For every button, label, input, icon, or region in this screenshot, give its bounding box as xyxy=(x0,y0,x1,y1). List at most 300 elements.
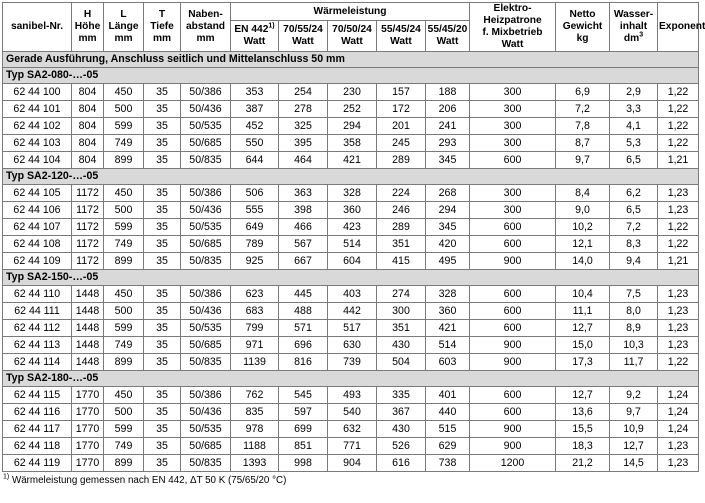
table-row xyxy=(3,438,699,455)
table-cell: 50/436 xyxy=(181,404,231,421)
table-cell: 62 44 116 xyxy=(3,404,72,421)
col-header-wasser: Wasser- inhalt $dm^3$ xyxy=(610,3,658,52)
table-cell: 289 xyxy=(377,219,426,236)
table-cell: 62 44 113 xyxy=(3,337,72,354)
table-cell: 616 xyxy=(377,455,426,472)
col-header-nabenabstand: Naben- abstand mm xyxy=(181,3,231,52)
table-cell: 10,9 xyxy=(610,421,658,438)
table-cell: 358 xyxy=(328,135,377,152)
table-cell: 804 xyxy=(72,118,104,135)
table-cell: 62 44 108 xyxy=(3,236,72,253)
table-row xyxy=(3,303,699,320)
table-cell: 345 xyxy=(426,152,470,169)
table-cell: 50/835 xyxy=(181,455,231,472)
table-cell: 835 xyxy=(231,404,279,421)
table-cell: 9,4 xyxy=(610,253,658,270)
table-cell: 1139 xyxy=(231,354,279,371)
table-cell: 9,2 xyxy=(610,387,658,404)
table-cell: 401 xyxy=(426,387,470,404)
table-cell: 1,24 xyxy=(658,404,699,421)
table-cell: 1,22 xyxy=(658,354,699,371)
table-row xyxy=(3,404,699,421)
table-cell: 1448 xyxy=(72,337,104,354)
table-cell: 1,22 xyxy=(658,118,699,135)
group-title: Typ SA2-180-…-05 xyxy=(3,371,699,387)
table-cell: 629 xyxy=(426,438,470,455)
table-cell: 500 xyxy=(104,404,144,421)
table-cell: 696 xyxy=(279,337,328,354)
table-cell: 14,5 xyxy=(610,455,658,472)
table-cell: 395 xyxy=(279,135,328,152)
table-cell: 50/685 xyxy=(181,236,231,253)
table-cell: 1,23 xyxy=(658,286,699,303)
table-cell: 421 xyxy=(328,152,377,169)
table-cell: 35 xyxy=(144,387,181,404)
table-cell: 900 xyxy=(470,421,556,438)
table-cell: 599 xyxy=(104,421,144,438)
table-cell: 62 44 111 xyxy=(3,303,72,320)
table-cell: 1172 xyxy=(72,253,104,270)
group-title-row xyxy=(3,68,699,84)
table-cell: 1,23 xyxy=(658,455,699,472)
table-cell: 328 xyxy=(328,185,377,202)
table-cell: 495 xyxy=(426,253,470,270)
table-cell: 1,22 xyxy=(658,84,699,101)
table-cell: 387 xyxy=(231,101,279,118)
table-cell: 599 xyxy=(104,118,144,135)
table-cell: 10,4 xyxy=(556,286,610,303)
table-cell: 699 xyxy=(279,421,328,438)
table-cell: 35 xyxy=(144,185,181,202)
group-title: Typ SA2-120-…-05 xyxy=(3,169,699,185)
table-cell: 62 44 101 xyxy=(3,101,72,118)
table-cell: 540 xyxy=(328,404,377,421)
col-header-h: H Höhe mm xyxy=(72,3,104,52)
table-cell: 500 xyxy=(104,202,144,219)
table-cell: 452 xyxy=(231,118,279,135)
table-cell: 12,7 xyxy=(556,320,610,337)
table-cell: 600 xyxy=(470,152,556,169)
table-cell: 300 xyxy=(470,101,556,118)
table-cell: 450 xyxy=(104,387,144,404)
table-cell: 1448 xyxy=(72,354,104,371)
table-cell: 50/685 xyxy=(181,135,231,152)
table-cell: 6,5 xyxy=(610,202,658,219)
table-cell: 1448 xyxy=(72,286,104,303)
table-cell: 9,7 xyxy=(610,404,658,421)
table-cell: 1172 xyxy=(72,185,104,202)
table-cell: 5,3 xyxy=(610,135,658,152)
table-cell: 10,3 xyxy=(610,337,658,354)
col-header-l: L Länge mm xyxy=(104,3,144,52)
table-cell: 1,23 xyxy=(658,337,699,354)
table-cell: 35 xyxy=(144,337,181,354)
col-header-netto: Netto Gewicht kg xyxy=(556,3,610,52)
table-cell: 1770 xyxy=(72,404,104,421)
table-cell: 188 xyxy=(426,84,470,101)
table-cell: 450 xyxy=(104,286,144,303)
col-header-70-50-24: 70/50/24 Watt xyxy=(328,21,377,52)
table-cell: 293 xyxy=(426,135,470,152)
table-cell: 517 xyxy=(328,320,377,337)
table-cell: 1,23 xyxy=(658,303,699,320)
table-cell: 35 xyxy=(144,101,181,118)
table-cell: 35 xyxy=(144,236,181,253)
table-cell: 804 xyxy=(72,135,104,152)
table-row xyxy=(3,84,699,101)
table-cell: 325 xyxy=(279,118,328,135)
table-cell: 1393 xyxy=(231,455,279,472)
table-cell: 597 xyxy=(279,404,328,421)
table-cell: 13,6 xyxy=(556,404,610,421)
table-cell: 50/386 xyxy=(181,387,231,404)
table-cell: 15,0 xyxy=(556,337,610,354)
table-cell: 500 xyxy=(104,303,144,320)
table-cell: 50/835 xyxy=(181,253,231,270)
table-cell: 900 xyxy=(470,438,556,455)
table-cell: 50/386 xyxy=(181,84,231,101)
table-cell: 500 xyxy=(104,101,144,118)
table-cell: 11,1 xyxy=(556,303,610,320)
table-cell: 8,0 xyxy=(610,303,658,320)
table-cell: 9,7 xyxy=(556,152,610,169)
table-cell: 900 xyxy=(470,337,556,354)
table-cell: 252 xyxy=(328,101,377,118)
group-title: Typ SA2-150-…-05 xyxy=(3,270,699,286)
table-cell: 466 xyxy=(279,219,328,236)
table-cell: 224 xyxy=(377,185,426,202)
table-cell: 738 xyxy=(426,455,470,472)
table-cell: 62 44 110 xyxy=(3,286,72,303)
table-cell: 971 xyxy=(231,337,279,354)
table-cell: 804 xyxy=(72,84,104,101)
col-header-exponent: Exponent xyxy=(658,3,699,52)
table-cell: 35 xyxy=(144,152,181,169)
table-cell: 300 xyxy=(470,84,556,101)
table-cell: 550 xyxy=(231,135,279,152)
table-cell: 351 xyxy=(377,320,426,337)
table-cell: 1,23 xyxy=(658,438,699,455)
table-cell: 464 xyxy=(279,152,328,169)
col-header-55-45-20: 55/45/20 Watt xyxy=(426,21,470,52)
table-cell: 421 xyxy=(426,320,470,337)
table-cell: 12,1 xyxy=(556,236,610,253)
table-cell: 599 xyxy=(104,320,144,337)
table-row xyxy=(3,101,699,118)
table-cell: 514 xyxy=(426,337,470,354)
table-cell: 600 xyxy=(470,286,556,303)
table-cell: 7,2 xyxy=(610,219,658,236)
table-cell: 21,2 xyxy=(556,455,610,472)
table-cell: 804 xyxy=(72,101,104,118)
table-cell: 493 xyxy=(328,387,377,404)
table-cell: 7,8 xyxy=(556,118,610,135)
table-cell: 294 xyxy=(426,202,470,219)
table-cell: 2,9 xyxy=(610,84,658,101)
footnote-text: Wärmeleistung gemessen nach EN 442, ΔT 50 K (75/65/20 °C) xyxy=(11,475,287,486)
table-cell: 649 xyxy=(231,219,279,236)
table-cell: 978 xyxy=(231,421,279,438)
table-cell: 254 xyxy=(279,84,328,101)
table-row xyxy=(3,387,699,404)
footnote-mark: 1) xyxy=(3,473,10,481)
table-cell: 206 xyxy=(426,101,470,118)
table-cell: 1172 xyxy=(72,219,104,236)
table-row xyxy=(3,354,699,371)
table-cell: 442 xyxy=(328,303,377,320)
table-cell: 1,22 xyxy=(658,219,699,236)
table-cell: 667 xyxy=(279,253,328,270)
table-cell: 50/535 xyxy=(181,421,231,438)
table-cell: 799 xyxy=(231,320,279,337)
table-cell: 7,2 xyxy=(556,101,610,118)
table-cell: 600 xyxy=(470,219,556,236)
table-cell: 1,22 xyxy=(658,101,699,118)
col-header-en442: EN 442$^{1)}$ Watt xyxy=(231,21,279,52)
table-cell: 1188 xyxy=(231,438,279,455)
table-cell: 567 xyxy=(279,236,328,253)
table-cell: 762 xyxy=(231,387,279,404)
table-cell: 294 xyxy=(328,118,377,135)
table-cell: 600 xyxy=(470,303,556,320)
col-header-elektro: Elektro- Heizpatrone f. Mixbetrieb Watt xyxy=(470,3,556,52)
table-cell: 683 xyxy=(231,303,279,320)
table-cell: 749 xyxy=(104,337,144,354)
table-cell: 600 xyxy=(470,404,556,421)
table-cell: 360 xyxy=(328,202,377,219)
table-cell: 526 xyxy=(377,438,426,455)
table-cell: 278 xyxy=(279,101,328,118)
table-cell: 630 xyxy=(328,337,377,354)
table-cell: 62 44 105 xyxy=(3,185,72,202)
table-cell: 644 xyxy=(231,152,279,169)
table-cell: 10,2 xyxy=(556,219,610,236)
col-header-t: T Tiefe mm xyxy=(144,3,181,52)
table-cell: 545 xyxy=(279,387,328,404)
table-row xyxy=(3,118,699,135)
table-cell: 3,3 xyxy=(610,101,658,118)
table-cell: 351 xyxy=(377,236,426,253)
table-cell: 35 xyxy=(144,455,181,472)
table-cell: 201 xyxy=(377,118,426,135)
table-cell: 514 xyxy=(328,236,377,253)
table-cell: 62 44 107 xyxy=(3,219,72,236)
table-cell: 300 xyxy=(470,202,556,219)
table-cell: 50/535 xyxy=(181,320,231,337)
table-cell: 50/835 xyxy=(181,152,231,169)
table-cell: 62 44 118 xyxy=(3,438,72,455)
table-cell: 450 xyxy=(104,185,144,202)
table-cell: 50/685 xyxy=(181,438,231,455)
table-row xyxy=(3,421,699,438)
table-cell: 14,0 xyxy=(556,253,610,270)
table-cell: 157 xyxy=(377,84,426,101)
table-cell: 1,23 xyxy=(658,320,699,337)
table-cell: 50/436 xyxy=(181,202,231,219)
table-cell: 246 xyxy=(377,202,426,219)
table-cell: 50/535 xyxy=(181,118,231,135)
table-cell: 35 xyxy=(144,118,181,135)
table-cell: 35 xyxy=(144,421,181,438)
table-cell: 900 xyxy=(470,253,556,270)
table-cell: 771 xyxy=(328,438,377,455)
table-row xyxy=(3,219,699,236)
table-cell: 62 44 109 xyxy=(3,253,72,270)
table-cell: 749 xyxy=(104,236,144,253)
table-cell: 1172 xyxy=(72,202,104,219)
table-cell: 6,5 xyxy=(610,152,658,169)
table-row xyxy=(3,135,699,152)
group-title-row xyxy=(3,270,699,286)
table-cell: 445 xyxy=(279,286,328,303)
table-row xyxy=(3,320,699,337)
table-cell: 900 xyxy=(470,354,556,371)
table-cell: 11,7 xyxy=(610,354,658,371)
table-cell: 398 xyxy=(279,202,328,219)
table-cell: 600 xyxy=(470,320,556,337)
table-cell: 289 xyxy=(377,152,426,169)
table-cell: 450 xyxy=(104,84,144,101)
group-title: Typ SA2-080-…-05 xyxy=(3,68,699,84)
table-cell: 35 xyxy=(144,84,181,101)
table-cell: 998 xyxy=(279,455,328,472)
table-cell: 423 xyxy=(328,219,377,236)
table-cell: 899 xyxy=(104,354,144,371)
table-cell: 35 xyxy=(144,404,181,421)
table-cell: 230 xyxy=(328,84,377,101)
col-header-nr: sanibel-Nr. xyxy=(3,3,72,52)
table-cell: 430 xyxy=(377,421,426,438)
table-cell: 555 xyxy=(231,202,279,219)
table-cell: 360 xyxy=(426,303,470,320)
group-title-row xyxy=(3,371,699,387)
table-cell: 62 44 102 xyxy=(3,118,72,135)
table-cell: 268 xyxy=(426,185,470,202)
footnote xyxy=(2,475,698,486)
table-cell: 345 xyxy=(426,219,470,236)
table-cell: 8,9 xyxy=(610,320,658,337)
table-cell: 1,23 xyxy=(658,185,699,202)
table-cell: 245 xyxy=(377,135,426,152)
table-cell: 328 xyxy=(426,286,470,303)
table-cell: 600 xyxy=(470,387,556,404)
col-header-70-55-24: 70/55/24 Watt xyxy=(279,21,328,52)
table-cell: 9,0 xyxy=(556,202,610,219)
table-cell: 415 xyxy=(377,253,426,270)
table-cell: 35 xyxy=(144,253,181,270)
table-cell: 789 xyxy=(231,236,279,253)
table-cell: 62 44 100 xyxy=(3,84,72,101)
table-cell: 851 xyxy=(279,438,328,455)
table-cell: 35 xyxy=(144,135,181,152)
table-cell: 440 xyxy=(426,404,470,421)
table-cell: 1770 xyxy=(72,438,104,455)
table-cell: 515 xyxy=(426,421,470,438)
table-cell: 62 44 112 xyxy=(3,320,72,337)
table-cell: 50/835 xyxy=(181,354,231,371)
table-body xyxy=(3,52,699,472)
table-cell: 300 xyxy=(470,118,556,135)
table-cell: 571 xyxy=(279,320,328,337)
section-title-row xyxy=(3,52,699,68)
table-cell: 6,2 xyxy=(610,185,658,202)
table-cell: 749 xyxy=(104,438,144,455)
table-cell: 35 xyxy=(144,202,181,219)
table-cell: 899 xyxy=(104,152,144,169)
table-cell: 804 xyxy=(72,152,104,169)
table-cell: 300 xyxy=(470,185,556,202)
table-cell: 8,7 xyxy=(556,135,610,152)
table-row xyxy=(3,455,699,472)
table-cell: 12,7 xyxy=(556,387,610,404)
col-header-waermeleistung: Wärmeleistung xyxy=(231,3,470,21)
table-cell: 35 xyxy=(144,303,181,320)
table-cell: 62 44 114 xyxy=(3,354,72,371)
table-cell: 420 xyxy=(426,236,470,253)
table-cell: 35 xyxy=(144,286,181,303)
table-row xyxy=(3,253,699,270)
table-cell: 1,22 xyxy=(658,135,699,152)
table-cell: 274 xyxy=(377,286,426,303)
table-cell: 623 xyxy=(231,286,279,303)
table-cell: 367 xyxy=(377,404,426,421)
table-cell: 1,24 xyxy=(658,387,699,404)
table-cell: 35 xyxy=(144,354,181,371)
table-cell: 1,21 xyxy=(658,253,699,270)
table-cell: 62 44 115 xyxy=(3,387,72,404)
table-cell: 1,23 xyxy=(658,202,699,219)
radiator-spec-table xyxy=(2,2,705,472)
table-row xyxy=(3,286,699,303)
table-cell: 488 xyxy=(279,303,328,320)
document xyxy=(2,2,705,486)
table-row xyxy=(3,152,699,169)
table-cell: 603 xyxy=(426,354,470,371)
table-cell: 50/386 xyxy=(181,286,231,303)
table-row xyxy=(3,202,699,219)
table-row xyxy=(3,185,699,202)
table-cell: 899 xyxy=(104,455,144,472)
table-cell: 739 xyxy=(328,354,377,371)
table-cell: 363 xyxy=(279,185,328,202)
table-cell: 506 xyxy=(231,185,279,202)
table-cell: 8,4 xyxy=(556,185,610,202)
table-cell: 4,1 xyxy=(610,118,658,135)
table-cell: 632 xyxy=(328,421,377,438)
table-cell: 904 xyxy=(328,455,377,472)
table-cell: 816 xyxy=(279,354,328,371)
col-header-55-45-24: 55/45/24 Watt xyxy=(377,21,426,52)
table-cell: 353 xyxy=(231,84,279,101)
table-cell: 1770 xyxy=(72,387,104,404)
table-cell: 430 xyxy=(377,337,426,354)
table-cell: 62 44 104 xyxy=(3,152,72,169)
table-cell: 899 xyxy=(104,253,144,270)
table-cell: 1770 xyxy=(72,421,104,438)
group-title-row xyxy=(3,169,699,185)
table-cell: 62 44 103 xyxy=(3,135,72,152)
table-cell: 35 xyxy=(144,219,181,236)
table-cell: 1172 xyxy=(72,236,104,253)
table-cell: 50/685 xyxy=(181,337,231,354)
table-cell: 504 xyxy=(377,354,426,371)
table-cell: 1448 xyxy=(72,320,104,337)
table-cell: 17,3 xyxy=(556,354,610,371)
table-cell: 1,21 xyxy=(658,152,699,169)
table-cell: 7,5 xyxy=(610,286,658,303)
table-cell: 172 xyxy=(377,101,426,118)
table-cell: 1,24 xyxy=(658,421,699,438)
